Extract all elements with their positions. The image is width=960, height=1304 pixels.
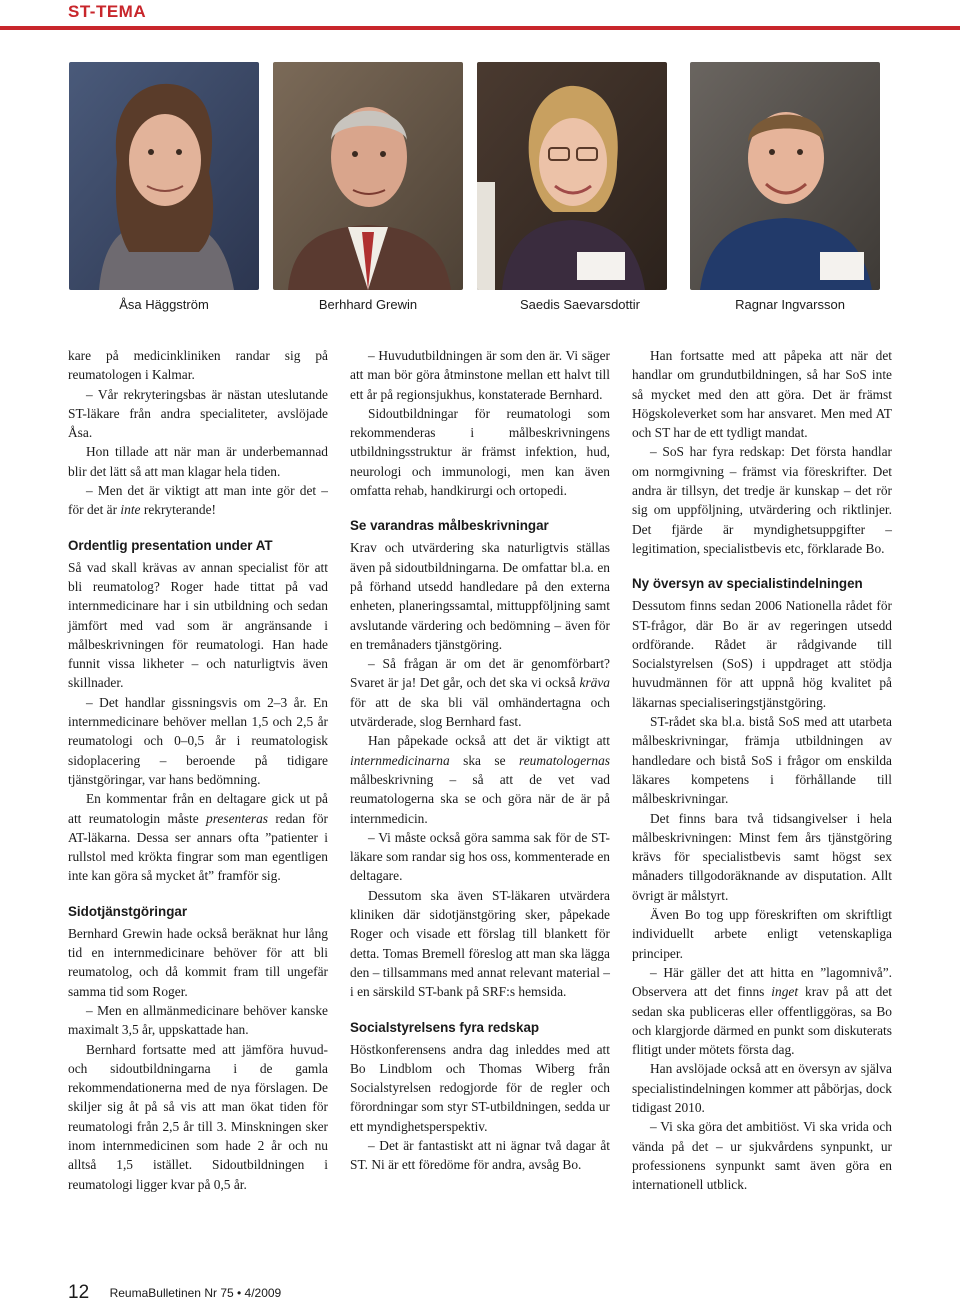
photo-asa xyxy=(69,62,259,290)
paragraph xyxy=(68,789,328,885)
photo-saedis xyxy=(477,62,667,290)
paragraph: – Vi måste också göra samma sak för de ST-läkare som randar sig hos oss, kommenterade en deltagare. xyxy=(350,829,610,884)
page-number: 12 xyxy=(68,1282,90,1303)
paragraph xyxy=(350,731,610,827)
subheading: Sidotjänstgöringar xyxy=(68,903,188,919)
text-run: för att de ska bli väl omhändertagna och utvärderade, slog Bernhard fast. xyxy=(350,694,610,730)
paragraph: Dessutom finns sedan 2006 Nationella rådet för ST-frågor, där Bo är av regeringen utsedd ordförande. Rådet är rådgivande till Socialstyrelsen (SoS) i uppdraget att stödja huvudmännen för att uppnå hög kvalitet på läkarnas specialiseringstjänstgöring. xyxy=(632,598,892,710)
caption-asa: Åsa Häggström xyxy=(119,297,209,312)
subheading: Socialstyrelsens fyra redskap xyxy=(350,1019,540,1035)
text-run: Han påpekade också att det är viktigt att xyxy=(368,733,610,749)
paragraph: – Det handlar gissningsvis om 2–3 år. En internmedicinare behöver mellan 1,5 och 2,5 år reumatologi och 0–0,5 år i reumatologisk sidoplacering – beroende på tidigare tjänstgöringar, var hans bedömning. xyxy=(68,694,328,787)
section-header xyxy=(0,0,960,26)
paragraph xyxy=(68,481,328,520)
paragraph: Bernhard Grewin hade också beräknat hur lång tid en internmedicinare behöver för att bli reumatolog, och då kommit fram till ungefär samma tid som Roger. xyxy=(68,925,328,999)
paragraph: Han avslöjade också att en översyn av själva specialistindelningen kommer att påbörjas, dock tidigast 2010. xyxy=(632,1061,892,1115)
text-run: krav på att det sedan ska publiceras eller offentliggöras, sa Bo och klargjorde därmed en punkt som diskuterats flitigt under mötets första dag. xyxy=(632,984,892,1058)
paragraph: Sidoutbildningar för reumatologi som rekommenderas i målbeskrivningens utbildningsstruktur är främst infektion, hud, neurologi och immunologi, men kan även omfatta rehab, handkirurgi och ortopedi. xyxy=(350,405,610,499)
header-rule xyxy=(0,26,960,30)
paragraph: – SoS har fyra redskap: Det första handlar om normgivning – främst via föreskrifter. Det andra är tillsyn, det tredje är kunskap – det rör sig om uppföljning, utvärdering och riktlinjer. Det fjärde är myndighetsuppgifter – legitimation, specialistbevis etc, förklarade Bo. xyxy=(632,444,892,556)
text-run: målbeskrivning – så att de vet vad reumatologerna ska se och göra när de är på internmedicin. xyxy=(350,771,610,826)
text-run: – Men det är viktigt att man inte gör det – för det är xyxy=(68,483,328,518)
paragraph: – Huvudutbildningen är som den är. Vi säger att man bör göra åtminstone mellan ett halvt till ett år på regionsjukhus, konstaterade Bernhard. xyxy=(350,348,610,402)
emphasis: inte xyxy=(120,502,141,518)
text-run: redan för AT-läkarna. Dessa ser annars ofta ”patienter i rullstol med krökta fingrar som man egentligen inte kan göra så mycket åt” framför sig. xyxy=(68,810,329,884)
paragraph: – Men en allmänmedicinare behöver kanske maximalt 3,5 år, uppskattade han. xyxy=(68,1002,328,1038)
section-tag xyxy=(0,0,300,26)
paragraph: Dessutom ska även ST-läkaren utvärdera kliniken där sidotjänstgöring sker, påpekade Roger och visade ett förslag till blankett för detta. Tomas Bremell föreslog att man ska lägga den – tillsammans med annat relevant material – i en särskild ST-bank på SRF:s hemsida. xyxy=(350,887,610,1000)
paragraph xyxy=(632,963,892,1059)
publication-info: ReumaBulletinen Nr 75 • 4/2009 xyxy=(109,1286,282,1300)
caption-saedis: Saedis Saevarsdottir xyxy=(520,297,640,312)
section-label: ST-TEMA xyxy=(68,2,147,21)
paragraph: Hon tillade att när man är underbemannad blir det lätt så att man klagar hela tiden. xyxy=(68,444,328,479)
subheading: Ordentlig presentation under AT xyxy=(68,537,273,553)
text-run: rekryterande! xyxy=(140,502,216,518)
text-run: – Så frågan är om det är genomförbart? Svaret är ja! Det går, och det ska vi också xyxy=(350,656,610,691)
text-run: En kommentar från en deltagare gick ut på att reumatologin måste xyxy=(68,791,328,826)
subheading: Se varandras målbeskrivningar xyxy=(350,518,549,534)
paragraph: Så vad skall krävas av annan specialist för att bli reumatolog? Roger hade tittat på vad internmedicinare har i sin utbildning och sedan jämfört med vad som är angränsande i målbeskrivningen för reumatologi. Han hade funnit vissa likheter – och naturligtvis även skillnader. xyxy=(68,559,328,691)
paragraph xyxy=(350,654,610,731)
paragraph: – Det är fantastiskt att ni ägnar två dagar åt ST. Ni är ett föredöme för andra, avsåg Bo. xyxy=(350,1137,610,1173)
paragraph: – Vi ska göra det ambitiöst. Vi ska vrida och vända på det – ur sjukvårdens synpunkt, ur professionens synpunkt samt även göra en internationell utblick. xyxy=(632,1119,892,1193)
caption-ragnar: Ragnar Ingvarsson xyxy=(735,297,845,312)
article-column-1 xyxy=(68,346,328,1194)
paragraph: Även Bo tog upp föreskriften om skriftligt individuellt arbete enligt vetenskapliga principer. xyxy=(632,907,892,961)
paragraph: ST-rådet ska bl.a. bistå SoS med att utarbeta målbeskrivningar, främja utbildningen av handledare och bistå SoS i frågor om enskilda läkares kompetens i förhållande till målbeskrivningar. xyxy=(632,714,892,807)
photo-ragnar xyxy=(690,62,880,290)
emphasis: kräva xyxy=(579,675,610,691)
paragraph: Det finns bara två tidsangivelser i hela målbeskrivningen: Minst fem års tjänstgöring krävs för specialistbevis samt högst sex månaders tillgodoräknande av disputation. Allt övrigt är målstyrt. xyxy=(632,810,892,903)
paragraph: Han fortsatte med att påpeka att när det handlar om grundutbildningen, så har SoS inte så mycket med den att göra. Det är främst Högskoleverket som har ansvaret. Men med AT och ST har de ett tydligt mandat. xyxy=(632,348,892,441)
text-run: – Här gäller det att hitta en ”lagomnivå”. Observera att det finns xyxy=(632,964,892,1000)
text-run: ska se xyxy=(449,752,519,768)
emphasis: reumatologernas xyxy=(518,752,610,768)
paragraph: Höstkonferensens andra dag inleddes med att Bo Lindblom och Thomas Wiberg från Socialstyrelsen redogjorde för de regler och förordningar som styr ST-utbildningen, sedda ur ett myndighetsperspektiv. xyxy=(350,1041,610,1134)
caption-berhhard: Berhhard Grewin xyxy=(318,297,418,312)
paragraph: Krav och utvärdering ska naturligtvis ställas även på sidoutbildningarna. De omfattar bl.a. en på förhand utsedd handledare på den externa enheten, planeringssamtal, mittuppföljning samt avslutande värdering och bedömning – även för en tremånaders tjänstgöring. xyxy=(350,540,610,652)
paragraph: kare på medicinkliniken randar sig på reumatologen i Kalmar. xyxy=(68,348,328,383)
subheading: Ny översyn av specialistindelningen xyxy=(632,576,863,592)
paragraph: – Vår rekryteringsbas är nästan uteslutande ST-läkare från andra specialiteter, avslöjade Åsa. xyxy=(68,386,328,441)
page-footer xyxy=(68,1282,568,1304)
article-column-2 xyxy=(350,346,610,1175)
emphasis: presenteras xyxy=(206,810,268,826)
emphasis: inget xyxy=(771,984,799,1000)
photo-berhhard xyxy=(273,62,463,290)
paragraph: Bernhard fortsatte med att jämföra huvud- och sidoutbildningarna i de gamla rekommendationerna med de nya förslagen. De skiljer sig åt på så vis att man ökat tiden för reumatologi från 2,5 år till 3. Minskningen sker inom internmedicinen som hade 2 år och nu alltså 1,5 istället. Sidoutbildningen i reumatologi ligger kvar på 0,5 år. xyxy=(68,1041,328,1192)
emphasis: internmedicinarna xyxy=(350,752,450,768)
article-column-3 xyxy=(632,346,892,1194)
